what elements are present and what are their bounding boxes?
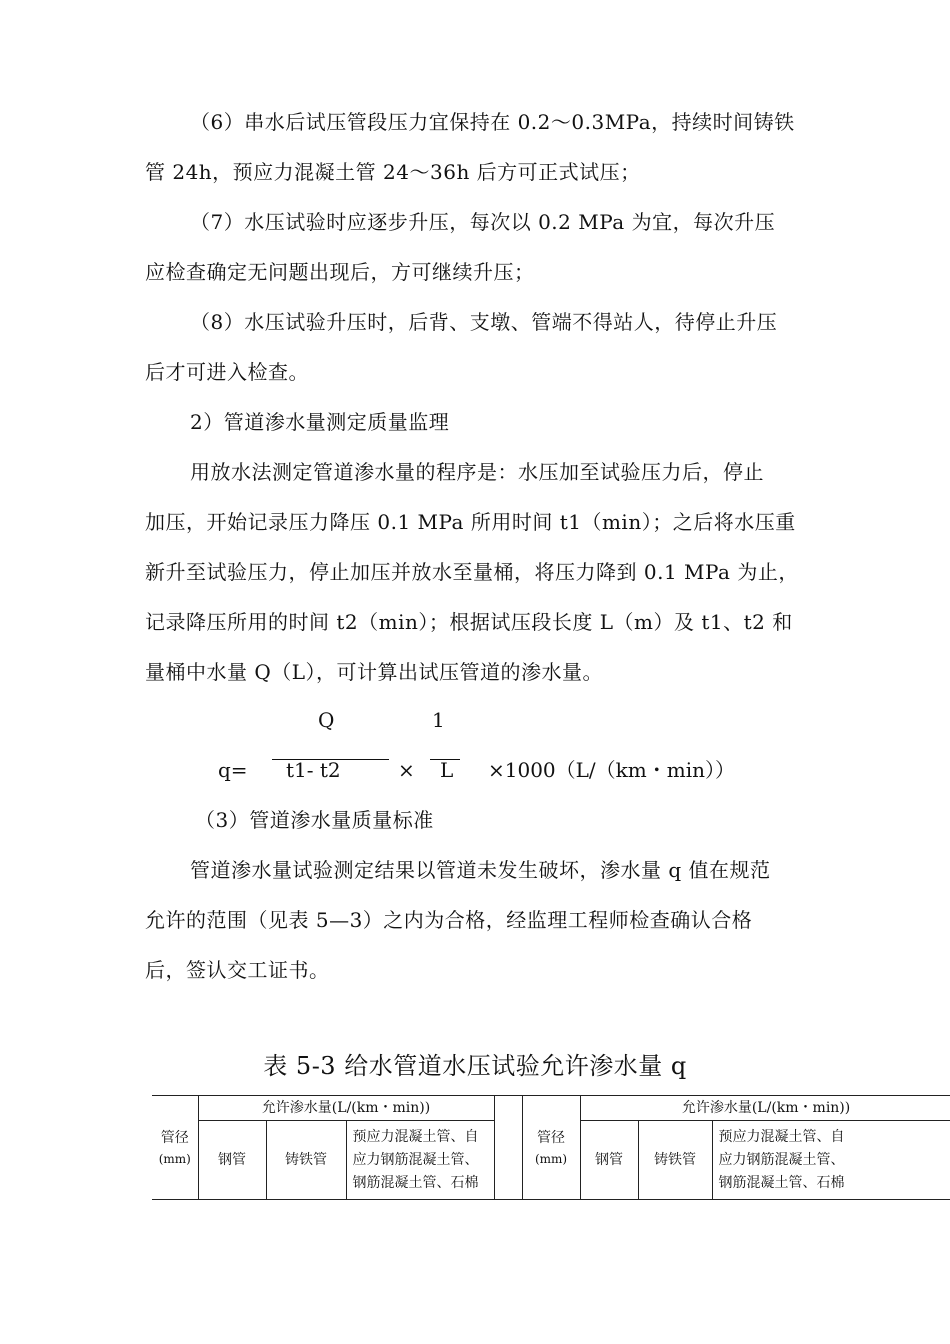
paragraph-6-line-1: （6）串水后试压管段压力宜保持在 0.2～0.3MPa，持续时间铸铁 [190, 110, 795, 134]
concrete-header-line-3: 钢筋混凝土管、石棉 [352, 1174, 479, 1191]
concrete-header-line-3: 钢筋混凝土管、石棉 [718, 1174, 845, 1191]
concrete-pipe-header-left [346, 1121, 494, 1200]
paragraph-7-line-2: 应检查确定无问题出现后，方可继续升压； [145, 260, 535, 284]
formula-numerator-one: 1 [432, 708, 445, 732]
allowed-seepage-header-right: 允许渗水量(L/(km・min)) [580, 1096, 950, 1121]
standard-line-2: 允许的范围（见表 5—3）之内为合格，经监理工程师检查确认合格 [145, 908, 753, 932]
paragraph-8-line-2: 后才可进入检查。 [145, 360, 309, 384]
diameter-unit-left: (mm) [158, 1152, 191, 1166]
concrete-header-line-2: 应力钢筋混凝土管、 [718, 1151, 845, 1168]
concrete-header-line-1: 预应力混凝土管、自 [718, 1128, 845, 1145]
formula-tail: ×1000（L/（km・min）） [488, 758, 736, 782]
diameter-header-right [522, 1096, 580, 1200]
section-heading-2: 2）管道渗水量测定质量监理 [190, 410, 450, 434]
procedure-line-3: 新升至试验压力，停止加压并放水至量桶，将压力降到 0.1 MPa 为止， [145, 560, 799, 584]
standard-line-3: 后，签认交工证书。 [145, 958, 330, 982]
procedure-line-1: 用放水法测定管道渗水量的程序是：水压加至试验压力后，停止 [190, 460, 764, 484]
table-spacer [494, 1096, 522, 1200]
formula-denominator-l: L [440, 758, 454, 782]
steel-pipe-header-right: 钢管 [580, 1121, 638, 1200]
concrete-pipe-header-right [712, 1121, 950, 1200]
formula-times-1: × [398, 758, 415, 782]
seepage-table [152, 1095, 950, 1200]
procedure-line-5: 量桶中水量 Q（L），可计算出试压管道的渗水量。 [145, 660, 604, 684]
paragraph-8-line-1: （8）水压试验升压时，后背、支墩、管端不得站人，待停止升压 [190, 310, 778, 334]
paragraph-6-line-2: 管 24h，预应力混凝土管 24～36h 后方可正式试压； [145, 160, 641, 184]
formula-denominator-t: t1- t2 [286, 758, 341, 782]
section-heading-3: （3）管道渗水量质量标准 [195, 808, 434, 832]
formula-lhs: q= [218, 758, 248, 782]
table-caption: 表 5-3 给水管道水压试验允许渗水量 q [263, 1052, 687, 1080]
formula-numerator-q: Q [318, 708, 335, 732]
concrete-header-line-2: 应力钢筋混凝土管、 [352, 1151, 479, 1168]
standard-line-1: 管道渗水量试验测定结果以管道未发生破坏，渗水量 q 值在规范 [190, 858, 771, 882]
diameter-unit-right: (mm) [534, 1152, 568, 1166]
cast-iron-header-left: 铸铁管 [266, 1121, 346, 1200]
diameter-label-right: 管径 [537, 1130, 566, 1146]
cast-iron-header-right: 铸铁管 [638, 1121, 712, 1200]
procedure-line-2: 加压，开始记录压力降压 0.1 MPa 所用时间 t1（min）；之后将水压重 [145, 510, 796, 534]
allowed-seepage-header-left: 允许渗水量(L/(km・min)) [198, 1096, 494, 1121]
steel-pipe-header-left: 钢管 [198, 1121, 266, 1200]
procedure-line-4: 记录降压所用的时间 t2（min）；根据试压段长度 L（m）及 t1、t2 和 [145, 610, 793, 634]
paragraph-7-line-1: （7）水压试验时应逐步升压，每次以 0.2 MPa 为宜，每次升压 [190, 210, 776, 234]
diameter-header-left [152, 1096, 198, 1200]
concrete-header-line-1: 预应力混凝土管、自 [352, 1128, 479, 1145]
diameter-label-left: 管径 [160, 1130, 189, 1146]
